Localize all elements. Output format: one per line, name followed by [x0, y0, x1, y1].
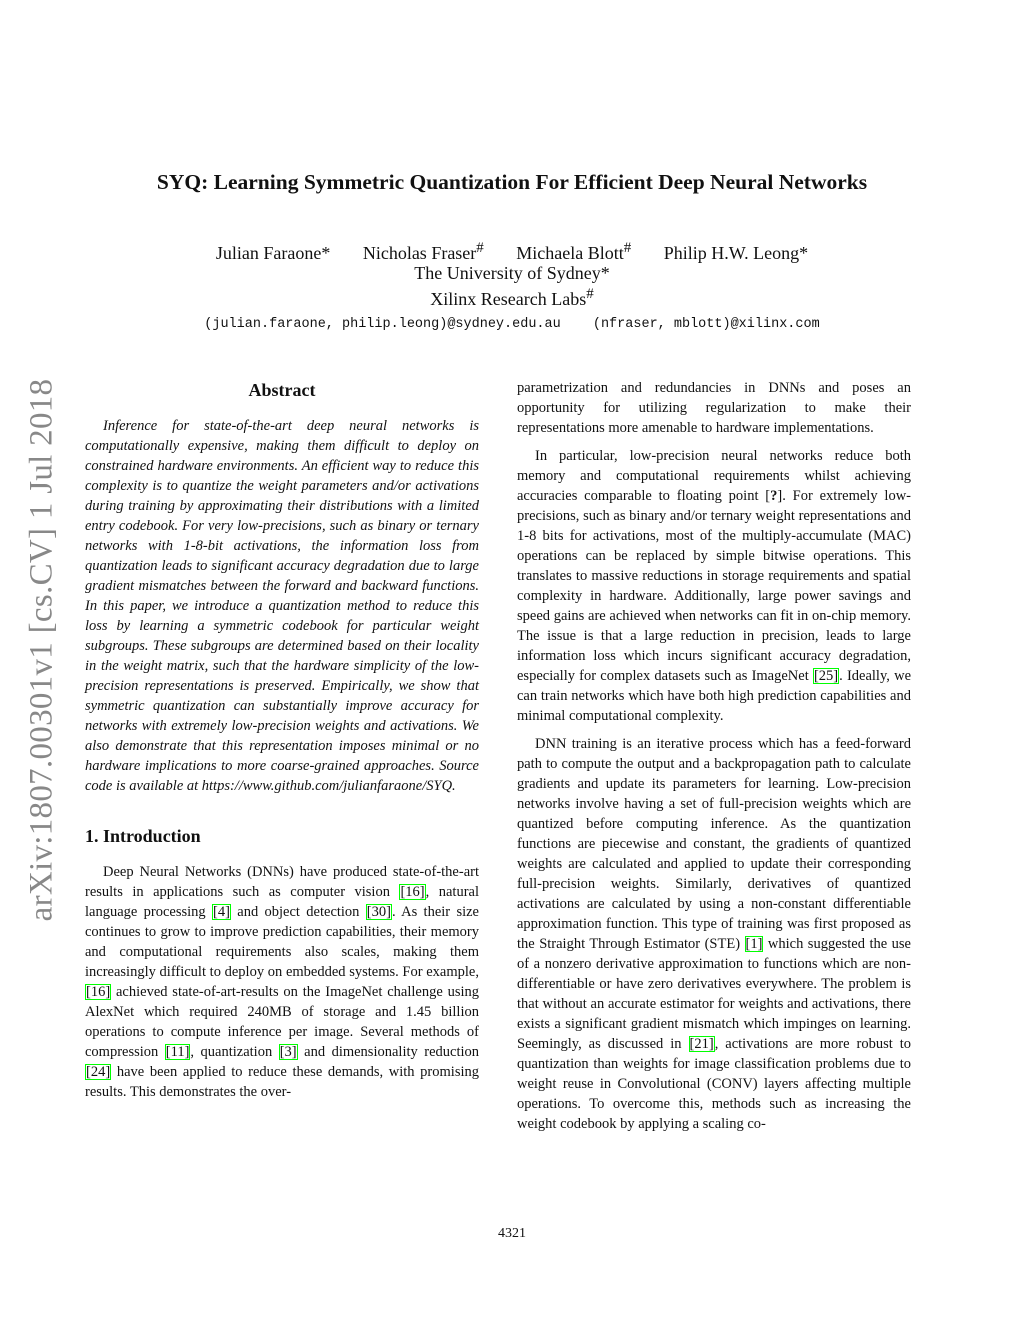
citation-link[interactable]: [16]	[86, 984, 111, 1000]
citation-link[interactable]: [25]	[813, 668, 839, 684]
right-column	[517, 378, 911, 1142]
author: Michaela Blott#	[516, 240, 632, 263]
page-title: SYQ: Learning Symmetric Quantization For Efficient Deep Neural Networks	[156, 170, 868, 194]
citation-link[interactable]: [11]	[165, 1044, 190, 1060]
author: Nicholas Fraser#	[362, 240, 484, 263]
abstract-text: Inference for state-of-the-art deep neural networks is computationally expensive, making them difficult to deploy on constrained hardware environments. An efficient way to reduce this complexity is to quantize the weight parameters and/or activations during training by approximating their distributions with a limited entry codebook. For very low-precisions, such as binary or ternary networks with 1-8-bit activations, the information loss from quantization leads to significant accuracy degradation due to large gradient mismatches between the forward and backward functions. In this paper, we introduce a quantization method to reduce this loss by learning a symmetric codebook for particular weight subgroups. These subgroups are determined based on their locality in the weight matrix, such that the hardware simplicity of the low-precision representations is preserved. Empirically, we show that symmetric quantization can substantially improve accuracy for networks with extremely low-precision weights and activations. We also demonstrate that this representation imposes minimal or no hardware implications to more coarse-grained approaches. Source code is available at https://www.github.com/julianfaraone/SYQ.	[85, 418, 479, 794]
paragraph: DNN training is an iterative process which has a feed-forward path to compute the output and a backpropagation path to calculate gradients and update its parameters for learning. Low-precision networks involve having a set of full-precision weights which are quantized before computing inference. As the quantization functions are piecewise and constant, the gradients of quantized weights are calculated and applied to update their corresponding full-precision weights. Similarly, derivatives of quantized activations are calculated by using a non-constant differentiable approximation function. This type of training was first proposed as the Straight Through Estimator (STE) [1] which suggested the use of a nonzero derivative approximation to functions which are non-differentiable or have zero derivatives everywhere. The problem is that without an accurate estimator for weights and activations, there exists a significant gradient mismatch which impinges on learning. Seemingly, as discussed in [21], activations are more robust to quantization than weights for image classification problems due to weight reuse in Convolutional (CONV) layers affecting multiple operations. To overcome this, methods such as increasing the weight codebook by applying a scaling co-	[517, 736, 911, 1132]
paragraph: In particular, low-precision neural networks reduce both memory and computational requirements whilst achieving accuracies comparable to floating point [?]. For extremely low-precisions, such as binary and/or ternary weight representations and 1-8 bits for activations, most of the multiply-accumulate (MAC) operations can be replaced by simple bitwise operations. This translates to massive reductions in storage requirements and spatial complexity in hardware. Additionally, large power savings and speed gains are achieved when networks can fit in on-chip memory. The issue is that a large reduction in precision, leads to large information loss which incurs significant accuracy degradation, especially for complex datasets such as ImageNet [25]. Ideally, we can train networks which have both high prediction capabilities and minimal computational complexity.	[517, 448, 912, 724]
paragraph: parametrization and redundancies in DNNs and poses an opportunity for utilizing regularization to make their representations more amenable to hardware implementations.	[517, 380, 911, 436]
page-number: 4321	[498, 1226, 526, 1241]
affiliation: The University of Sydney*	[414, 263, 610, 283]
citation-link[interactable]: [24]	[86, 1064, 111, 1080]
citation-link[interactable]: [16]	[400, 884, 425, 900]
author: Philip H.W. Leong*	[663, 243, 809, 263]
author: Julian Faraone*	[215, 243, 331, 263]
citation-link[interactable]: [4]	[213, 904, 230, 920]
abstract-heading: Abstract	[248, 380, 316, 400]
citation-link[interactable]: [21]	[689, 1036, 714, 1052]
author-emails	[0, 317, 1024, 332]
left-column	[85, 378, 479, 1110]
email: (nfraser, mblott)@xilinx.com	[592, 317, 820, 332]
affiliation: Xilinx Research Labs#	[430, 286, 594, 309]
section-heading: 1. Introduction	[85, 826, 201, 846]
citation-link[interactable]: [1]	[745, 936, 763, 952]
citation-link[interactable]: [3]	[279, 1044, 297, 1060]
paragraph: Deep Neural Networks (DNNs) have produced state-of-the-art results in applications such as computer vision [16], natural language processing [4] and object detection [30]. As their size continues to grow to improve prediction capabilities, their memory and computational requirements also scales, making them increasingly difficult to deploy on embedded systems. For example, [16] achieved state-of-art-results on the ImageNet challenge using AlexNet which required 240MB of storage and 1.45 billion operations to compute inference per image. Several methods of compression [11], quantization [3] and dimensionality reduction [24] have been applied to reduce these demands, with promising results. This demonstrates the over-	[85, 864, 480, 1100]
email: (julian.faraone, philip.leong)@sydney.edu.au	[204, 317, 561, 332]
citation-link[interactable]: [30]	[366, 904, 391, 920]
author-list	[0, 240, 1024, 264]
